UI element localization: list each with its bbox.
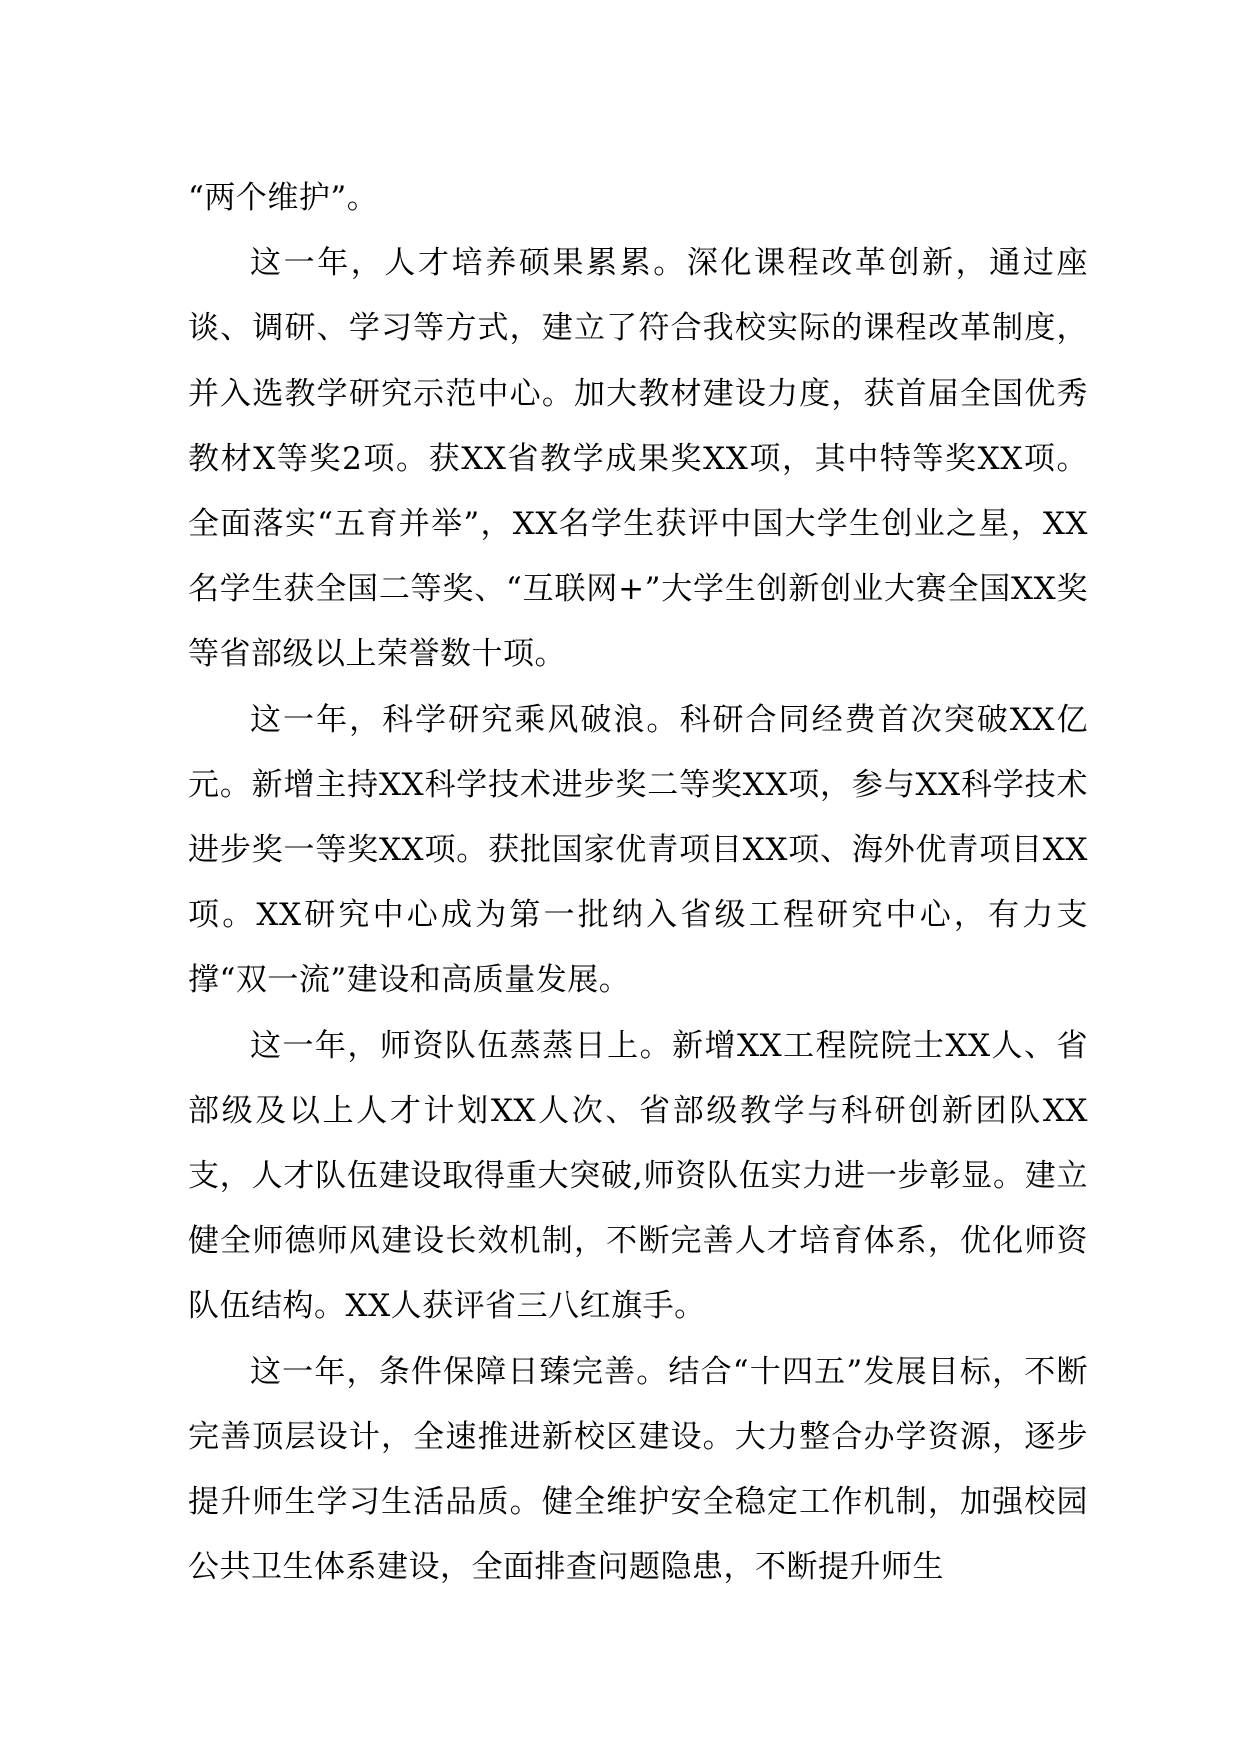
paragraph-conditions: 这一年，条件保障日臻完善。结合“十四五”发展目标，不断完善顶层设计，全速推进新校区建设。大力整合办学资源，逐步提升师生学习生活品质。健全维护安全稳定工作机制，加强校园公共卫生体系建设，全面排查问题隐患，不断提升师生	[188, 1353, 1088, 1586]
document-body	[188, 166, 1088, 1600]
paragraph-talent-cultivation: 这一年，人才培养硕果累累。深化课程改革创新，通过座谈、调研、学习等方式，建立了符合我校实际的课程改革制度，并入选教学研究示范中心。加大教材建设力度，获首届全国优秀教材X等奖2项。获XX省教学成果奖XX项，其中特等奖XX项。全面落实“五育并举”，XX名学生获评中国大学生创业之星，XX名学生获全国二等奖、“互联网+”大学生创新创业大赛全国XX奖等省部级以上荣誉数十项。	[188, 245, 1088, 673]
paragraph-continuation: “两个维护”。	[188, 180, 379, 216]
paragraph-faculty: 这一年，师资队伍蒸蒸日上。新增XX工程院院士XX人、省部级及以上人才计划XX人次、省部级教学与科研创新团队XX支，人才队伍建设取得重大突破,师资队伍实力进一步彰显。建立健全师德师风建设长效机制，不断完善人才培育体系，优化师资队伍结构。XX人获评省三八红旗手。	[188, 1027, 1088, 1325]
paragraph-scientific-research: 这一年，科学研究乘风破浪。科研合同经费首次突破XX亿元。新增主持XX科学技术进步奖二等奖XX项，参与XX科学技术进步奖一等奖XX项。获批国家优青项目XX项、海外优青项目XX项。XX研究中心成为第一批纳入省级工程研究中心，有力支撑“双一流”建设和高质量发展。	[188, 701, 1088, 999]
